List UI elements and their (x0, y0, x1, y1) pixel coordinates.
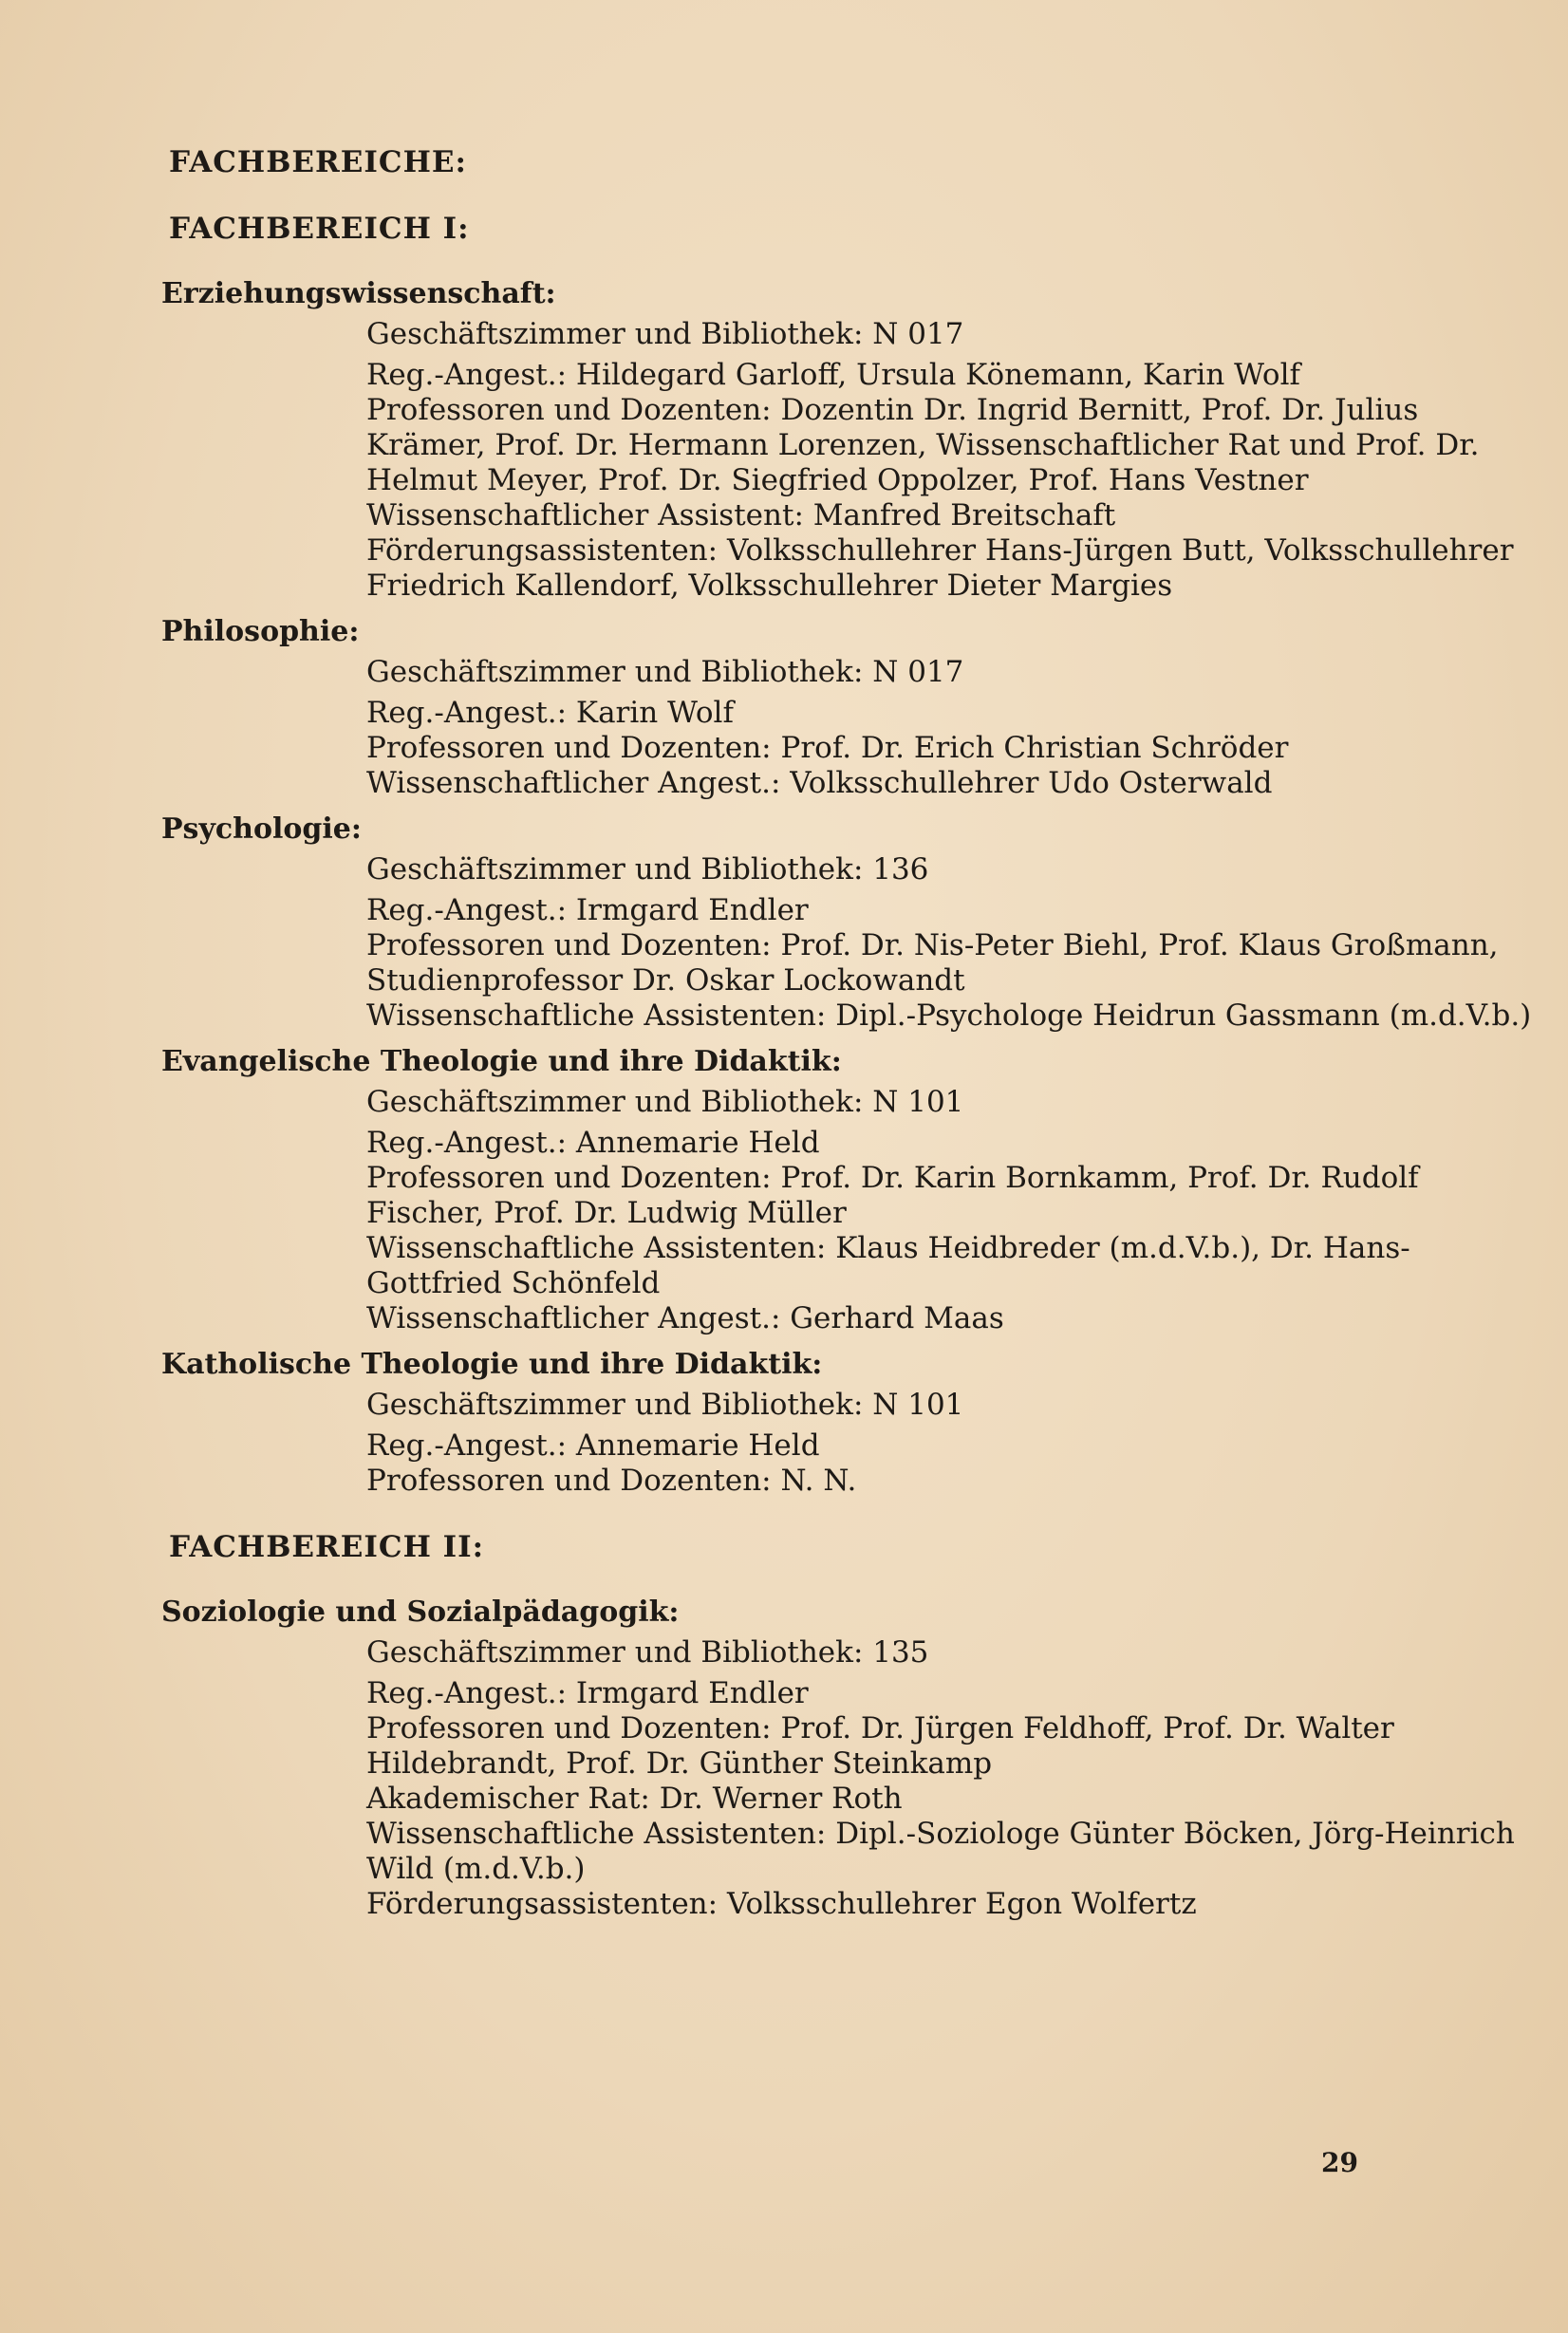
entry-assistant: Wissenschaftlicher Assistent: Manfred Breitschaft (366, 498, 1116, 532)
entry-assistants: Wissenschaftliche Assistenten: Klaus Heidbreder (m.d.V.b.), Dr. Hans-Gottfried Schönfeld (366, 1231, 1410, 1300)
entry-staff: Reg.-Angest.: Irmgard Endler (366, 1676, 809, 1710)
entry-staff: Reg.-Angest.: Hildegard Garloff, Ursula Könemann, Karin Wolf (366, 358, 1300, 392)
entry-professors: Professoren und Dozenten: Prof. Dr. Nis-Peter Biehl, Prof. Klaus Großmann, Studienprofessor Dr. Oskar Lockowandt (366, 928, 1499, 998)
entry-office: Geschäftszimmer und Bibliothek: N 101 (366, 1388, 964, 1422)
entry-professors: Professoren und Dozenten: Prof. Dr. Karin Bornkamm, Prof. Dr. Rudolf Fischer, Prof. Dr. Ludwig Müller (366, 1161, 1419, 1230)
entry-staff: Reg.-Angest.: Irmgard Endler (366, 893, 809, 927)
section-erziehungswissenschaft (152, 275, 1514, 604)
section-title: Erziehungswissenschaft: (161, 277, 556, 310)
fachbereiche-heading: FACHBEREICHE: (169, 145, 467, 179)
entry-professors: Professoren und Dozenten: N. N. (366, 1464, 857, 1498)
section-title: Philosophie: (161, 615, 360, 648)
entry-office: Geschäftszimmer und Bibliothek: N 101 (366, 1085, 964, 1119)
section-title: Psychologie: (161, 812, 362, 846)
entry-professors: Professoren und Dozenten: Prof. Dr. Erich Christian Schröder (366, 731, 1289, 765)
entry-office: Geschäftszimmer und Bibliothek: N 017 (366, 317, 964, 351)
fachbereich-2-heading: FACHBEREICH II: (169, 1530, 485, 1564)
entry-staff: Reg.-Angest.: Annemarie Held (366, 1126, 820, 1160)
entry-employee: Wissenschaftlicher Angest.: Volksschullehrer Udo Osterwald (366, 766, 1273, 800)
entry-office: Geschäftszimmer und Bibliothek: 136 (366, 852, 929, 887)
section-psychologie (152, 811, 1532, 1034)
entry-staff: Reg.-Angest.: Karin Wolf (366, 696, 734, 730)
section-title: Katholische Theologie und ihre Didaktik: (161, 1348, 823, 1381)
page-number: 29 (1321, 2147, 1358, 2178)
section-entries (366, 1085, 1534, 1336)
section-entries (366, 655, 1534, 801)
section-title: Evangelische Theologie und ihre Didaktik: (161, 1045, 842, 1078)
section-soziologie (152, 1594, 1515, 1922)
section-philosophie (152, 613, 1386, 801)
section-title: Soziologie und Sozialpädagogik: (161, 1596, 680, 1629)
entry-funding-assistants: Förderungsassistenten: Volksschullehrer Hans-Jürgen Butt, Volksschullehrer Friedrich Kallendorf, Volksschullehrer Dieter Margies (366, 533, 1514, 603)
entry-professors: Professoren und Dozenten: Prof. Dr. Jürgen Feldhoff, Prof. Dr. Walter Hildebrandt, Prof. Dr. Günther Steinkamp (366, 1711, 1394, 1781)
section-evangelische-theologie (152, 1043, 1419, 1336)
entry-office: Geschäftszimmer und Bibliothek: N 017 (366, 655, 964, 689)
entry-academic-council: Akademischer Rat: Dr. Werner Roth (366, 1782, 903, 1816)
entry-funding-assistants: Förderungsassistenten: Volksschullehrer Egon Wolfertz (366, 1887, 1197, 1921)
section-entries (366, 1388, 1534, 1499)
section-entries (366, 852, 1534, 1034)
section-entries (366, 317, 1534, 604)
entry-office: Geschäftszimmer und Bibliothek: 135 (366, 1635, 929, 1670)
entry-assistants: Wissenschaftliche Assistenten: Dipl.-Psychologe Heidrun Gassmann (m.d.V.b.) (366, 999, 1532, 1033)
section-entries (366, 1635, 1534, 1922)
entry-assistants: Wissenschaftliche Assistenten: Dipl.-Soziologe Günter Böcken, Jörg-Heinrich Wild (m.d.V.b.) (366, 1817, 1515, 1886)
entry-staff: Reg.-Angest.: Annemarie Held (366, 1428, 820, 1463)
page-content (152, 142, 1532, 1932)
entry-professors: Professoren und Dozenten: Dozentin Dr. Ingrid Bernitt, Prof. Dr. Julius Krämer, Prof. Dr. Hermann Lorenzen, Wissenschaftlicher Rat und Prof. Dr. Helmut Meyer, Prof. Dr. Siegfried Oppolzer, Prof. Hans Vestner (366, 393, 1480, 497)
entry-employee: Wissenschaftlicher Angest.: Gerhard Maas (366, 1301, 1004, 1335)
fachbereich-1-heading: FACHBEREICH I: (169, 212, 470, 246)
section-katholische-theologie (152, 1346, 1386, 1499)
